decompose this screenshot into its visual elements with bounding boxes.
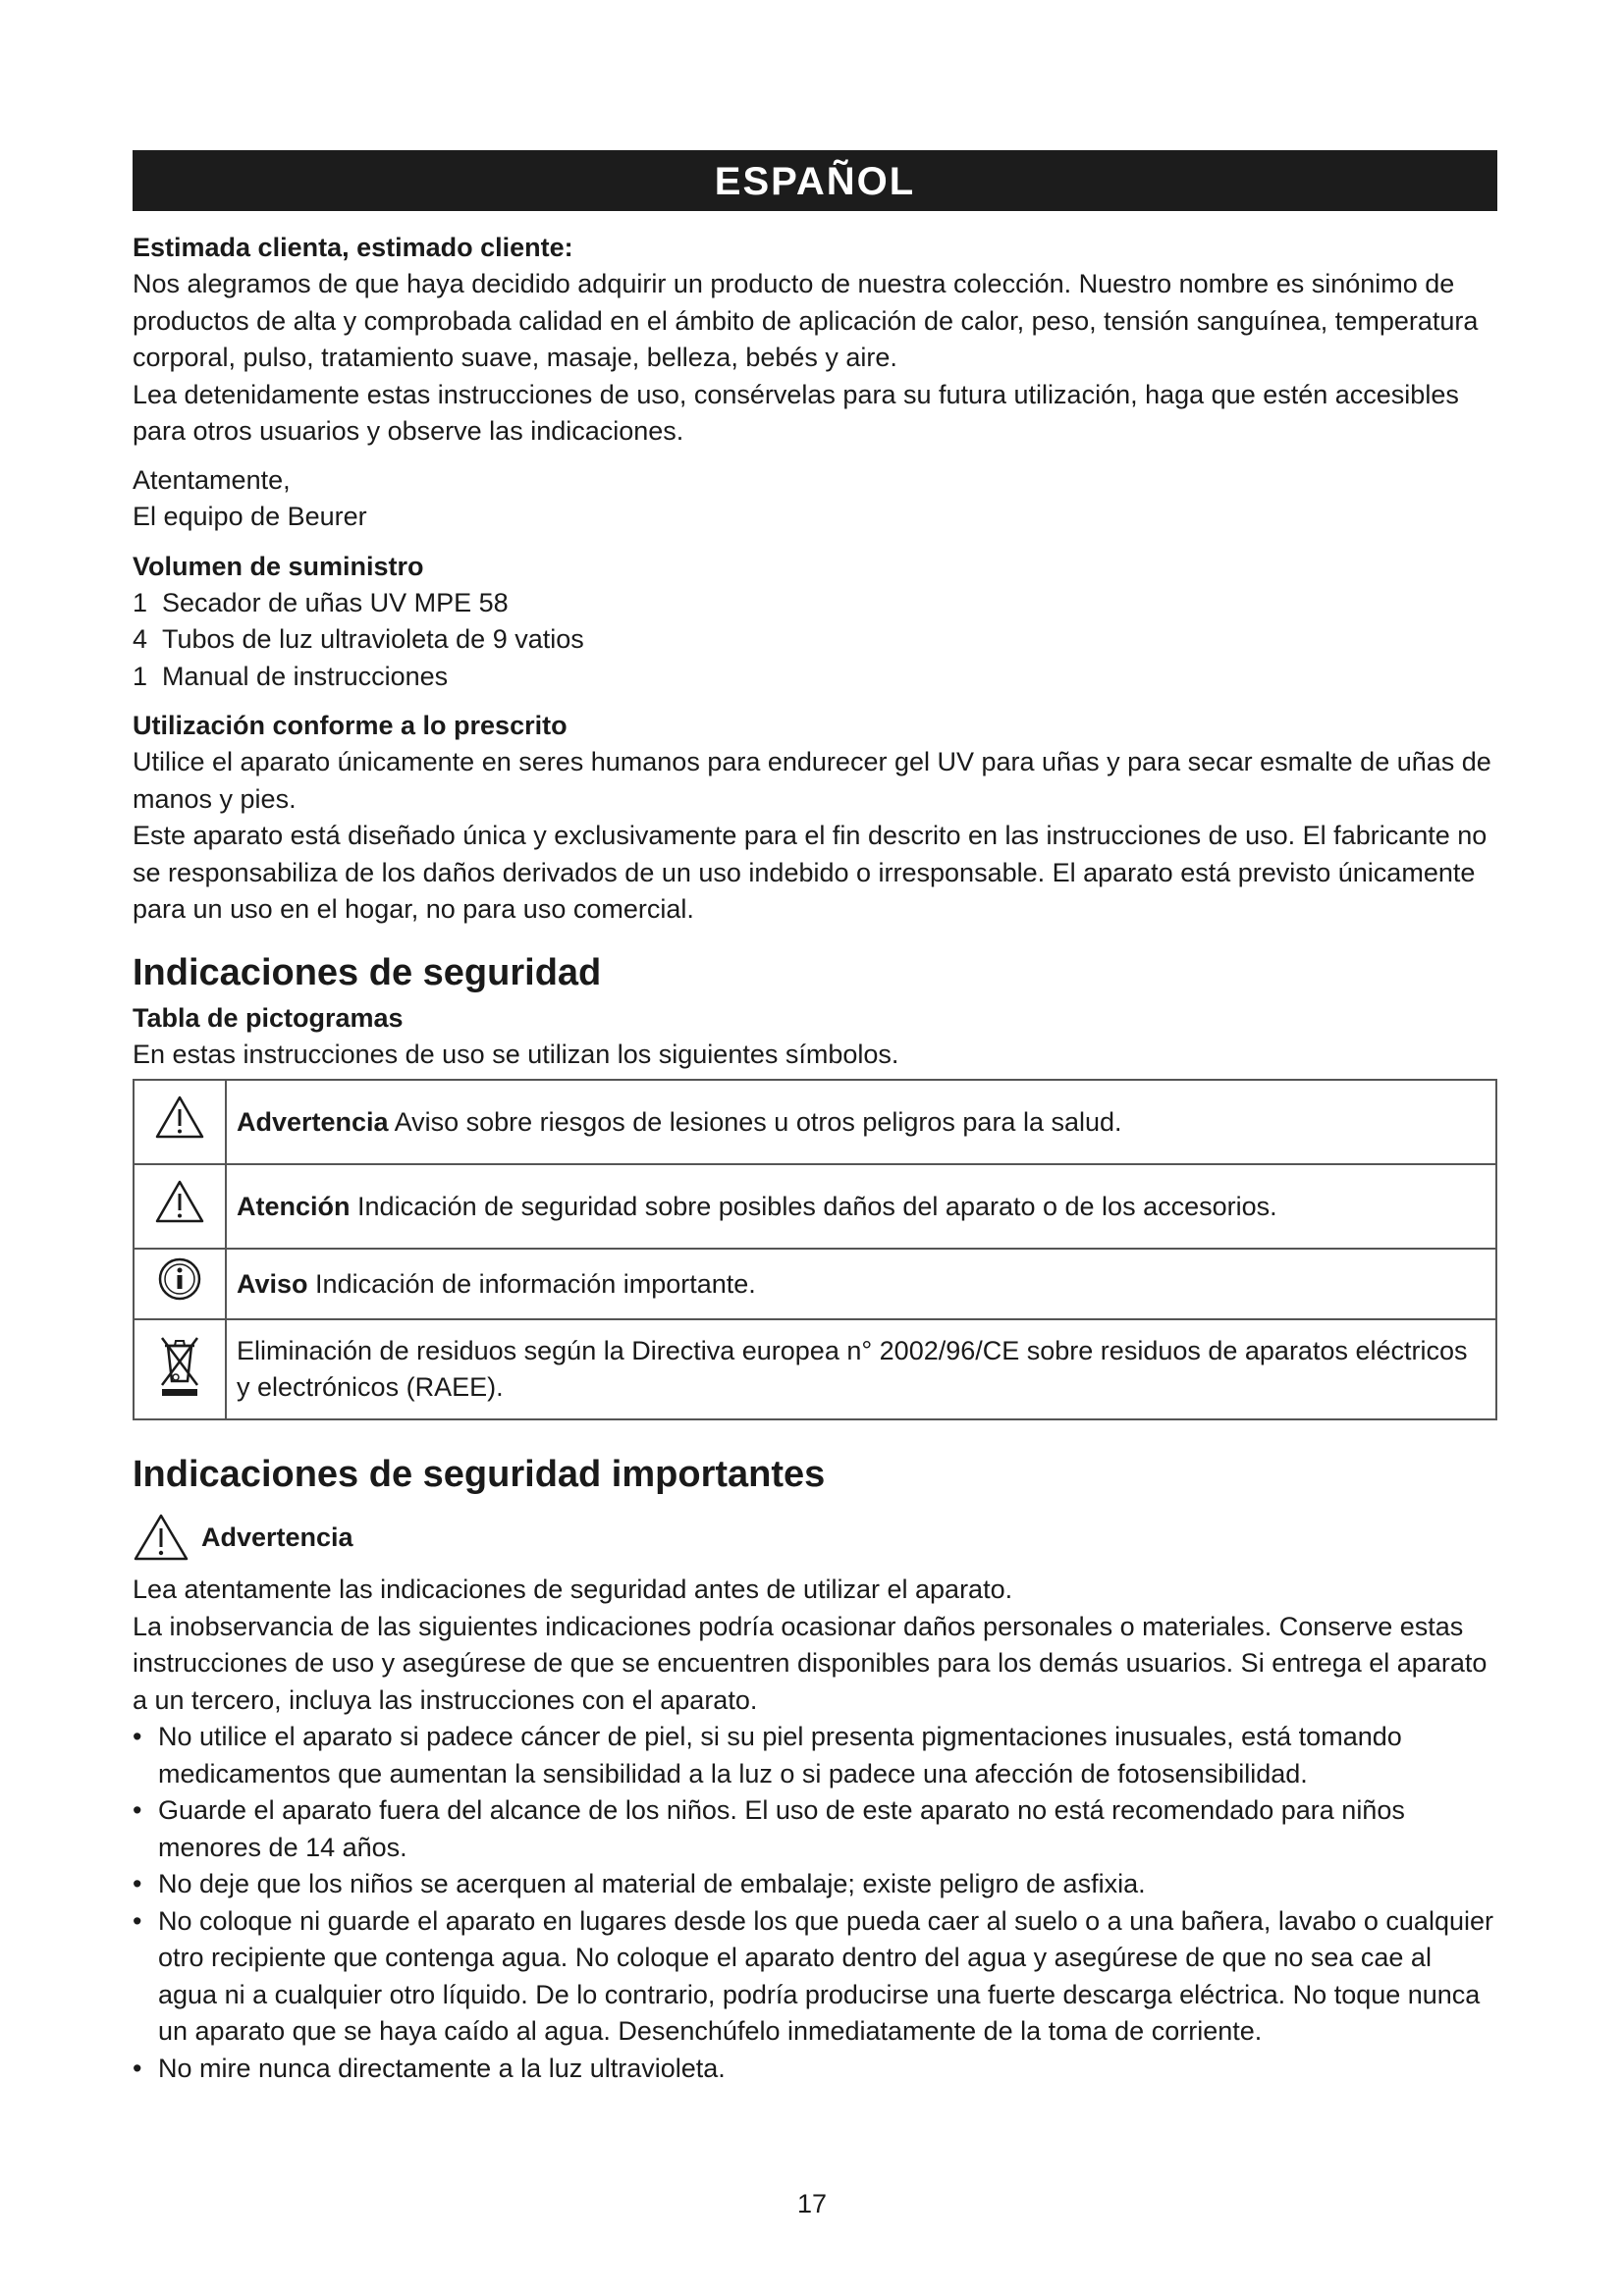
pictogram-text: Indicación de información importante. — [315, 1268, 756, 1299]
pictogram-description — [226, 1249, 1496, 1319]
closing-line-1: Atentamente, — [133, 464, 291, 495]
list-item — [133, 621, 1497, 659]
important-paragraph-2: La inobservancia de las siguientes indicaciones podría ocasionar daños personales o materiales. Conserve estas instrucciones de uso y asegúrese de que se encuentren disponibles para los demás usuarios. Si entrega el aparato a un tercero, incluya las instrucciones con el aparato. — [133, 1611, 1488, 1715]
table-row — [134, 1249, 1496, 1319]
usage-paragraph-2: Este aparato está diseñado única y exclusivamente para el fin descrito en las instrucciones de uso. El fabricante no se responsabiliza de los daños derivados de un uso indebido o irresponsable. El aparato está previsto únicamente para un uso en el hogar, no para uso comercial. — [133, 821, 1488, 924]
usage-paragraph-1: Utilice el aparato únicamente en seres humanos para endurecer gel UV para uñas y para secar esmalte de uñas de manos y pies. — [133, 747, 1491, 814]
pictogram-term: Aviso — [237, 1268, 308, 1299]
safety-bullet-list — [133, 1719, 1497, 2087]
list-item: • No mire nunca directamente a la luz ultravioleta. — [133, 2051, 1497, 2088]
table-row — [134, 1080, 1496, 1164]
table-row — [134, 1319, 1496, 1419]
closing-line-2: El equipo de Beurer — [133, 502, 367, 531]
page-number: 17 — [796, 2189, 828, 2218]
warning-heading — [133, 1513, 1497, 1562]
pictogram-term: Atención — [237, 1191, 351, 1221]
warning-triangle-icon — [133, 1513, 189, 1562]
language-banner: ESPAÑOL — [133, 150, 1497, 211]
list-item: • No coloque ni guarde el aparato en lugares desde los que pueda caer al suelo o a una bañera, lavabo o cualquier otro recipiente que contenga agua. No coloque el aparato dentro del agua y asegúrese de que no sea cae al agua ni a cualquier otro líquido. De lo contrario, podría producirse una fuerte descarga eléctrica. No toque nunca un aparato que se haya caído al agua. Desenchúfelo inmediatamente de la toma de corriente. — [133, 1903, 1497, 2051]
item-qty: 1 — [133, 661, 148, 691]
item-qty: 4 — [133, 624, 148, 654]
item-qty: 1 — [133, 587, 148, 617]
supply-heading: Volumen de suministro — [133, 551, 424, 581]
pictogram-table — [133, 1079, 1497, 1420]
usage-heading: Utilización conforme a lo prescrito — [133, 711, 568, 740]
warning-label: Advertencia — [201, 1522, 353, 1552]
list-item: • No utilice el aparato si padece cáncer de piel, si su piel presenta pigmentaciones inusuales, está tomando medicamentos que aumentan la sensibilidad a la luz o si padece una afección de fotosensibilidad. — [133, 1719, 1497, 1792]
item-text: Secador de uñas UV MPE 58 — [162, 587, 509, 617]
important-paragraph-1: Lea atentamente las indicaciones de seguridad antes de utilizar el aparato. — [133, 1575, 1013, 1604]
pictogram-text: Eliminación de residuos según la Directiva europea n° 2002/96/CE sobre residuos de aparatos eléctricos y electrónicos (RAEE). — [237, 1336, 1468, 1402]
pictogram-description — [226, 1164, 1496, 1249]
pictogram-description — [226, 1319, 1496, 1419]
pictogram-text: Indicación de seguridad sobre posibles daños del aparato o de los accesorios. — [357, 1191, 1277, 1221]
important-safety-title: Indicaciones de seguridad importantes — [133, 1454, 826, 1495]
list-item: • No deje que los niños se acerquen al material de embalaje; existe peligro de asfixia. — [133, 1866, 1497, 1903]
list-item — [133, 585, 1497, 622]
document-page — [133, 150, 1497, 2087]
pictogram-description — [226, 1080, 1496, 1164]
item-text: Tubos de luz ultravioleta de 9 vatios — [162, 624, 584, 654]
list-item: • Guarde el aparato fuera del alcance de los niños. El uso de este aparato no está recomendado para niños menores de 14 años. — [133, 1792, 1497, 1866]
greeting-heading: Estimada clienta, estimado cliente: — [133, 233, 573, 262]
greeting-paragraph-1: Nos alegramos de que haya decidido adquirir un producto de nuestra colección. Nuestro nombre es sinónimo de productos de alta y comprobada calidad en el ámbito de aplicación de calor, peso, tensión sanguínea, temperatura corporal, pulso, tratamiento suave, masaje, belleza, bebés y aire. — [133, 269, 1479, 372]
greeting-paragraph-2: Lea detenidamente estas instrucciones de uso, consérvelas para su futura utilización, haga que estén accesibles para otros usuarios y observe las indicaciones. — [133, 379, 1459, 446]
pictogram-intro: En estas instrucciones de uso se utilizan los siguientes símbolos. — [133, 1039, 899, 1069]
warning-triangle-icon — [134, 1080, 226, 1164]
table-row — [134, 1164, 1496, 1249]
supply-list — [133, 585, 1497, 696]
pictogram-text: Aviso sobre riesgos de lesiones u otros peligros para la salud. — [394, 1106, 1122, 1137]
info-icon — [134, 1249, 226, 1319]
pictogram-table-heading: Tabla de pictogramas — [133, 1002, 404, 1033]
weee-bin-icon — [134, 1319, 226, 1419]
pictogram-term: Advertencia — [237, 1106, 389, 1137]
item-text: Manual de instrucciones — [162, 661, 449, 691]
warning-triangle-icon — [134, 1164, 226, 1249]
safety-title: Indicaciones de seguridad — [133, 951, 602, 993]
list-item — [133, 659, 1497, 696]
